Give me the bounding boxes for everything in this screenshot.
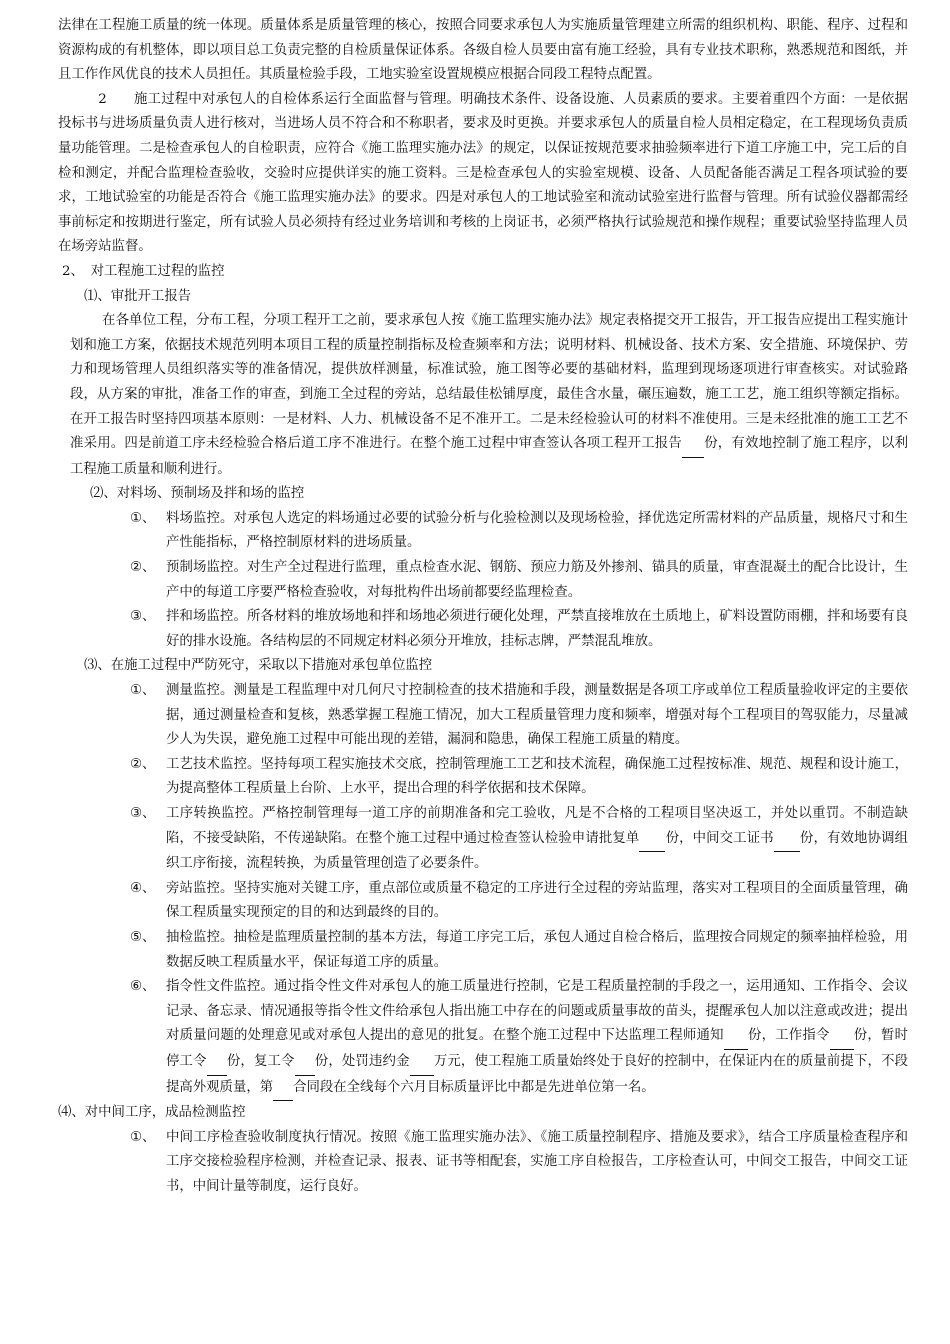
text-run: 份，工作指令 [747,1028,830,1044]
text-run: 份，复工令 [226,1053,295,1069]
list-item [58,556,908,605]
item-number: ⑤、 [130,929,156,945]
item-number: ①、 [130,1129,156,1145]
subsection-heading-start-report: ⑴、审批开工报告 [84,288,192,304]
item-text: 料场监控。对承包人选定的料场通过必要的试验分析与化验检测以及现场检验，择优选定所需材料的产品质量，规格尺寸和生产性能指标，严格控制原材料的进场质量。 [166,510,908,551]
text-run: 份，中间交工证书 [665,830,774,846]
blank-field [774,827,800,853]
list-item [58,753,908,802]
item-text: 拌和场监控。所各材料的堆放场地和拌和场地必须进行硬化处理，严禁直接堆放在土质地上，矿料设置防雨棚，拌和场要有良好的排水设施。各结构层的不同规定材料必须分开堆放，挂标志牌，严禁混乱堆放。 [166,609,908,649]
blank-field [410,1050,434,1076]
item-text: 预制场监控。对生产全过程进行监理，重点检查水泥、钢筋、预应力筋及外掺剂、锚具的质量，审查混凝土的配合比设计，生产中的每道工序要严格检查验收，对每批构件出场前都要经监理检查。 [166,560,908,600]
text-run: 份，暂时停工令 [166,1028,909,1069]
section-heading-process-control: 2、 对工程施工过程的监控 [62,263,225,279]
item-number: ④、 [130,880,156,896]
item-number: ③、 [130,806,156,821]
text-run: 万元，使工程施工质量始终处于良好的控制中，在保证内在的质量前提下，不段提高外观质量，第 [166,1053,909,1095]
start-report-text: 在各单位工程，分布工程，分项工程开工之前，要求承包人按《施工监理实施办法》规定表格提交开工报告，开工报告应提出工程实施计划和施工方案，依据技术规范列明本项目工程的质量控制指标及检查频率和方法；说明材料、机械设备、技术方案、安全措施、环境保护、劳力和现场管理人员组织落实等的准备情况，提供放样测量，标准试验，施工图等必要的基础材料，监理到现场逐项进行审查核实。对试验路段，从方案的审批，准备工作的审查，到施工全过程的旁站，总结最佳松铺厚度，最佳含水量，碾压遍数，施工工艺，施工组织等额定指标。在开工报告时坚持四项基本原则：一是材料、人力、机械设备不足不准开工。二是未经检验认可的材料不准使用。三是未经批准的施工工艺不准采用。四是前道工序未经检验合格后道工序不准进行。在整个施工过程中审查签认各项工程开工报告 [70,313,908,452]
item-number: ①、 [130,510,156,526]
item-number: ⑥、 [130,979,156,995]
text-run: 份，处罚违约金 [314,1053,410,1069]
blank-field [682,432,704,458]
start-report-text-end: 份，有效地控制了施工程序，以利工程施工质量和顺利进行。 [70,436,908,477]
list-item [58,1126,908,1200]
subsection-heading-material-yard: ⑵、对料场、预制场及拌和场的监控 [90,486,305,502]
item-text [166,975,908,1101]
list-item [58,926,908,975]
blank-field [207,1050,227,1076]
item-text: 测量监控。测量是工程监理中对几何尺寸控制检查的技术措施和手段，测量数据是各项工序或单位工程质量验收评定的主要依据，通过测量检查和复核，熟悉掌握工程施工情况，加大工程质量管理力度和频率，增强对每个工程项目的驾驭能力，尽量减少人为失误，避免施工过程中可能出现的差错，漏洞和隐患，确保工程施工质量的精度。 [166,683,908,748]
list-item [58,679,908,753]
list-item [58,975,908,1101]
paragraph-self-inspection: 2 施工过程中对承包人的自检体系运行全面监督与管理。明确技术条件、设备设施、人员素质的要求。主要着重四个方面：一是依据投标书与进场质量负责人进行核对，当进场人员不符合和不称职者，要求及时更换。并要求承包人的质量自检人员相定稳定，在工程现场负责质量功能管理。二是检查承包人的自检职责，应符合《施工监理实施办法》的规定，以保证按规范要求抽验频率进行下道工序施工中，完工后的自检和测定，并配合监理检查验收，交验时应提供详实的施工资料。三是检查承包人的实验室规模、设备、人员配备能否满足工程各项试验的要求，工地试验室的功能是否符合《施工监理实施办法》的要求。四是对承包人的工地试验室和流动试验室进行监督与管理。所有试验仪器都需经事前标定和按期进行鉴定，所有试验人员必须持有经过业务培训和考核的上岗证书，必须严格执行试验规范和操作规程；重要试验坚持监理人员在场旁站监督。 [58,91,908,255]
list-item [58,507,908,556]
blank-field [295,1050,315,1076]
text-run: 指令性文件监控。通过指令性文件对承包人的施工质量进行控制，它是工程质量控制的手段之一，运用通知、工作指令、会议记录、备忘录、情况通报等指令性文件给承包人指出施工中存在的问题或质量事故的苗头，提醒承包人加以注意或改进；提出对质量问题的处理意见或对承包人提出的意见的批复。在整个施工过程中下达监理工程师通知 [166,979,908,1044]
text-run: 份，有效地协调组织工序衔接，流程转换，为质量管理创造了必要条件。 [166,830,909,872]
subsection-heading-intermediate-inspection: ⑷、对中间工序，成品检测监控 [58,1105,246,1121]
subsection-heading-strict-control: ⑶、在施工过程中严防死守，采取以下措施对承包单位监控 [84,658,433,674]
item-number: ②、 [130,560,156,576]
blank-field [639,827,665,853]
item-text: 中间工序检查验收制度执行情况。按照《施工监理实施办法》、《施工质量控制程序、措施及要求》，结合工序质量检查程序和工序交接检验程序检测，并检查记录、报表、证书等相配套，实施工序自检报告，工序检查认可，中间交工报告，中间交工证书，中间计量等制度，运行良好。 [166,1129,908,1194]
item-number: ②、 [130,756,156,772]
blank-field [273,1076,293,1102]
blank-field [724,1024,748,1050]
list-item [58,605,908,654]
list-item [58,802,908,877]
document-page [58,14,908,1200]
text-run: 合同段在全线每个六月目标质量评比中都是先进单位第一名。 [293,1079,655,1095]
text-run: 工序转换监控。严格控制管理每一道工序的前期准备和完工验收，凡是不合格的工程项目坚决返工，并处以重罚。不制造缺陷，不接受缺陷，不传递缺陷。在整个施工过程中通过检查签认检验申请批复单 [166,806,908,846]
paragraph-quality-system: 法律在工程施工质量的统一体现。质量体系是质量管理的核心，按照合同要求承包人为实施质量管理建立所需的组织机构、职能、程序、过程和资源构成的有机整体，即以项目总工负责完整的自检质量保证体系。各级自检人员要由富有施工经验，具有专业技术职称，熟悉规范和图纸，并且工作作风优良的技术人员担任。其质量检验手段，工地实验室设置规模应根据合同段工程特点配置。 [58,18,908,83]
item-text: 旁站监控。坚持实施对关键工序，重点部位或质量不稳定的工序进行全过程的旁站监理，落实对工程项目的全面质量管理，确保工程质量实现预定的目的和达到最终的目的。 [166,880,908,921]
paragraph-start-report [58,309,908,482]
item-number: ③、 [130,609,156,625]
list-item [58,877,908,926]
item-text: 工艺技术监控。坚持每项工程实施技术交底，控制管理施工工艺和技术流程，确保施工过程按标准、规范、规程和设计施工，为提高整体工程质量上台阶、上水平，提出合理的科学依据和技术保障。 [166,756,908,797]
item-number: ①、 [130,683,156,699]
item-text: 抽检监控。抽检是监理质量控制的基本方法，每道工序完工后，承包人通过自检合格后，监理按合同规定的频率抽样检验，用数据反映工程质量水平，保证每道工序的质量。 [166,929,908,970]
item-text [166,802,908,877]
blank-field [830,1024,854,1050]
